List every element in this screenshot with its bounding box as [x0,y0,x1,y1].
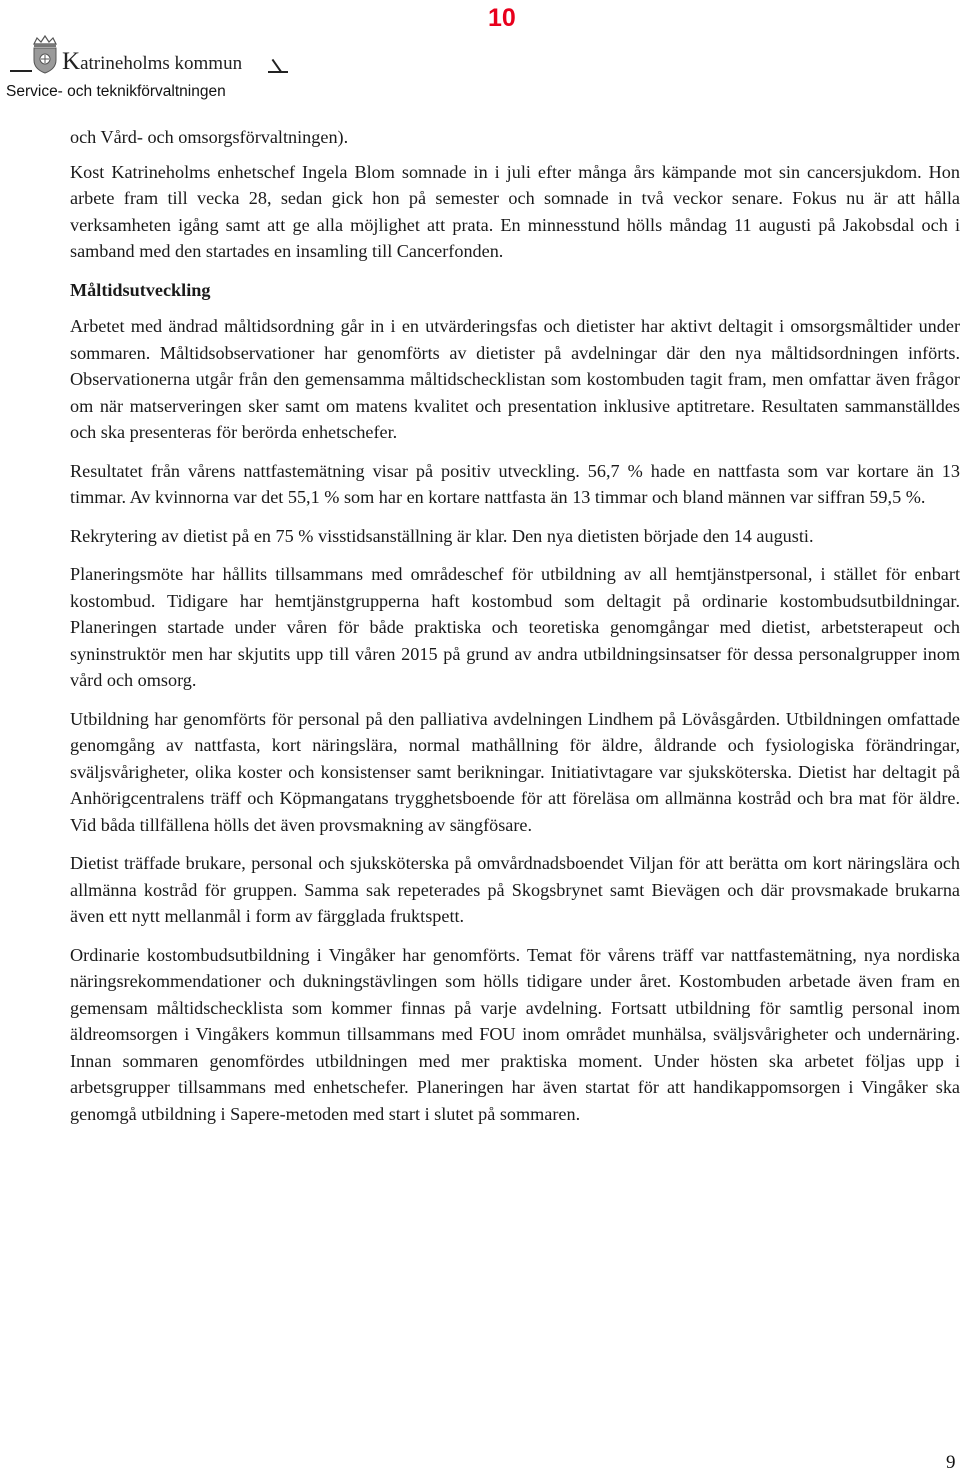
paragraph-planning: Planeringsmöte har hållits tillsammans med områdeschef för utbildning av all hemtjänstpersonal, i stället för enbart kostombud. Tidigare har hemtjänstgrupperna haft kostombud som deltagit på ordinarie kostombudsutbildningar. Planeringen startade under våren för både praktiska och teoretiska genomgångar med dietist, arbetsterapeut och syninstruktör men har skjutits upp till våren 2015 på grund av andra utbildningsinsatser för dessa personalgrupper inom vård och omsorg. [70,564,960,690]
paragraph-meal-order: Arbetet med ändrad måltidsordning går in i en utvärderingsfas och dietister har aktivt deltagit i omsorgsmåltider under sommaren. Måltidsobservationer har genomförts av dietister på avdelningar där den nya måltidsordningen införts. Observationerna utgår från den gemensamma måltidschecklistan som kostombuden tagit fram, men omfattar även frågor om när matserveringen sker samt om matens kvalitet och presentation inklusive aptitretare. Resultaten sammanställdes och ska presenteras för berörda enhetschefer. [70,316,960,442]
municipality-crest-icon [30,34,60,74]
section-page-marker: 10 [488,4,516,32]
paragraph-continuation: och Vård- och omsorgsförvaltningen). [70,127,349,147]
page-header [0,0,960,110]
page-number: 9 [946,1452,956,1473]
paragraph-night-fasting: Resultatet från vårens nattfastemätning visar på positiv utveckling. 56,7 % hade en nattfasta som var kortare än 13 timmar. Av kvinnorna var det 55,1 % som har en kortare nattfasta än 13 timmar och bland männen var siffran 59,5 %. [70,460,960,507]
logo-initial: K [62,48,81,75]
document-body [70,124,960,1139]
paragraph-recruitment: Rekrytering av dietist på en 75 % visstidsanställning är klar. Den nya dietisten började den 14 augusti. [70,525,814,546]
paragraph-dietitian-visit: Dietist träffade brukare, personal och sjuksköterska på omvårdnadsboendet Viljan för att berätta om kort näringslära och allmänna kostråd för gruppen. Samma sak repeterades på Skogsbrynet samt Bievägen och där provsmakade brukarna även ett nytt mellanmål i form av färgglada fruktspett. [70,853,960,926]
municipality-name [62,48,242,76]
logo-rule-right [268,71,288,73]
logo-rule-left [10,70,32,72]
paragraph-memorial: Kost Katrineholms enhetschef Ingela Blom somnade in i juli efter många års kämpande mot sin cancersjukdom. Hon arbete fram till vecka 28, sedan gick hon på semester och somnade in två veckor senare. Fokus nu är att hålla verksamheten igång samt att ge alla möjlighet att prata. En minnesstund hölls måndag 11 augusti på Jakobsdal och i samband med den startades en insamling till Cancerfonden. [70,161,960,261]
paragraph-training: Utbildning har genomförts för personal på den palliativa avdelningen Lindhem på Lövåsgården. Utbildningen omfattade genomgång av nattfasta, kort näringslära, normal mathållning för äldre, åldrande och fysiologiska förändringar, sväljsvårigheter, olika koster och konsistenser samt berikningar. Initiativtagare var sjuksköterska. Dietist har deltagit på Anhörigcentralens träff och Köpmangatans trygghetsboende för att föreläsa om allmänna kostråd och bra mat för äldre. Vid båda tillfällena hölls det även provsmakning av sängfösare. [70,708,960,835]
section-heading: Måltidsutveckling [70,279,211,300]
department-name: Service- och teknikförvaltningen [6,83,226,100]
logo-rest: atrineholms kommun [80,53,243,74]
paragraph-vingaker: Ordinarie kostombudsutbildning i Vingåker har genomförts. Temat för vårens träff var nattfastemätning, nya nordiska näringsrekommendationer och dukningstävlingen som hölls tidigare under året. Kostombuden arbetade även fram en gemensam måltidschecklista som kommer finnas på varje avdelning. Fortsatt utbildning för samtlig personal inom äldreomsorgen i Vingåkers kommun tillsammans med FOU inom området munhälsa, sväljsvårigheter och undernäring. Innan sommaren genomfördes utbildningen med mer praktiska moment. Under hösten ska arbetet följas upp i arbetsgrupper tillsammans med enhetschefer. Planeringen har även startat för att handikappomsorgen i Vingåker ska genomgå utbildning i Sapere-metoden med start i slutet på sommaren. [70,944,960,1124]
